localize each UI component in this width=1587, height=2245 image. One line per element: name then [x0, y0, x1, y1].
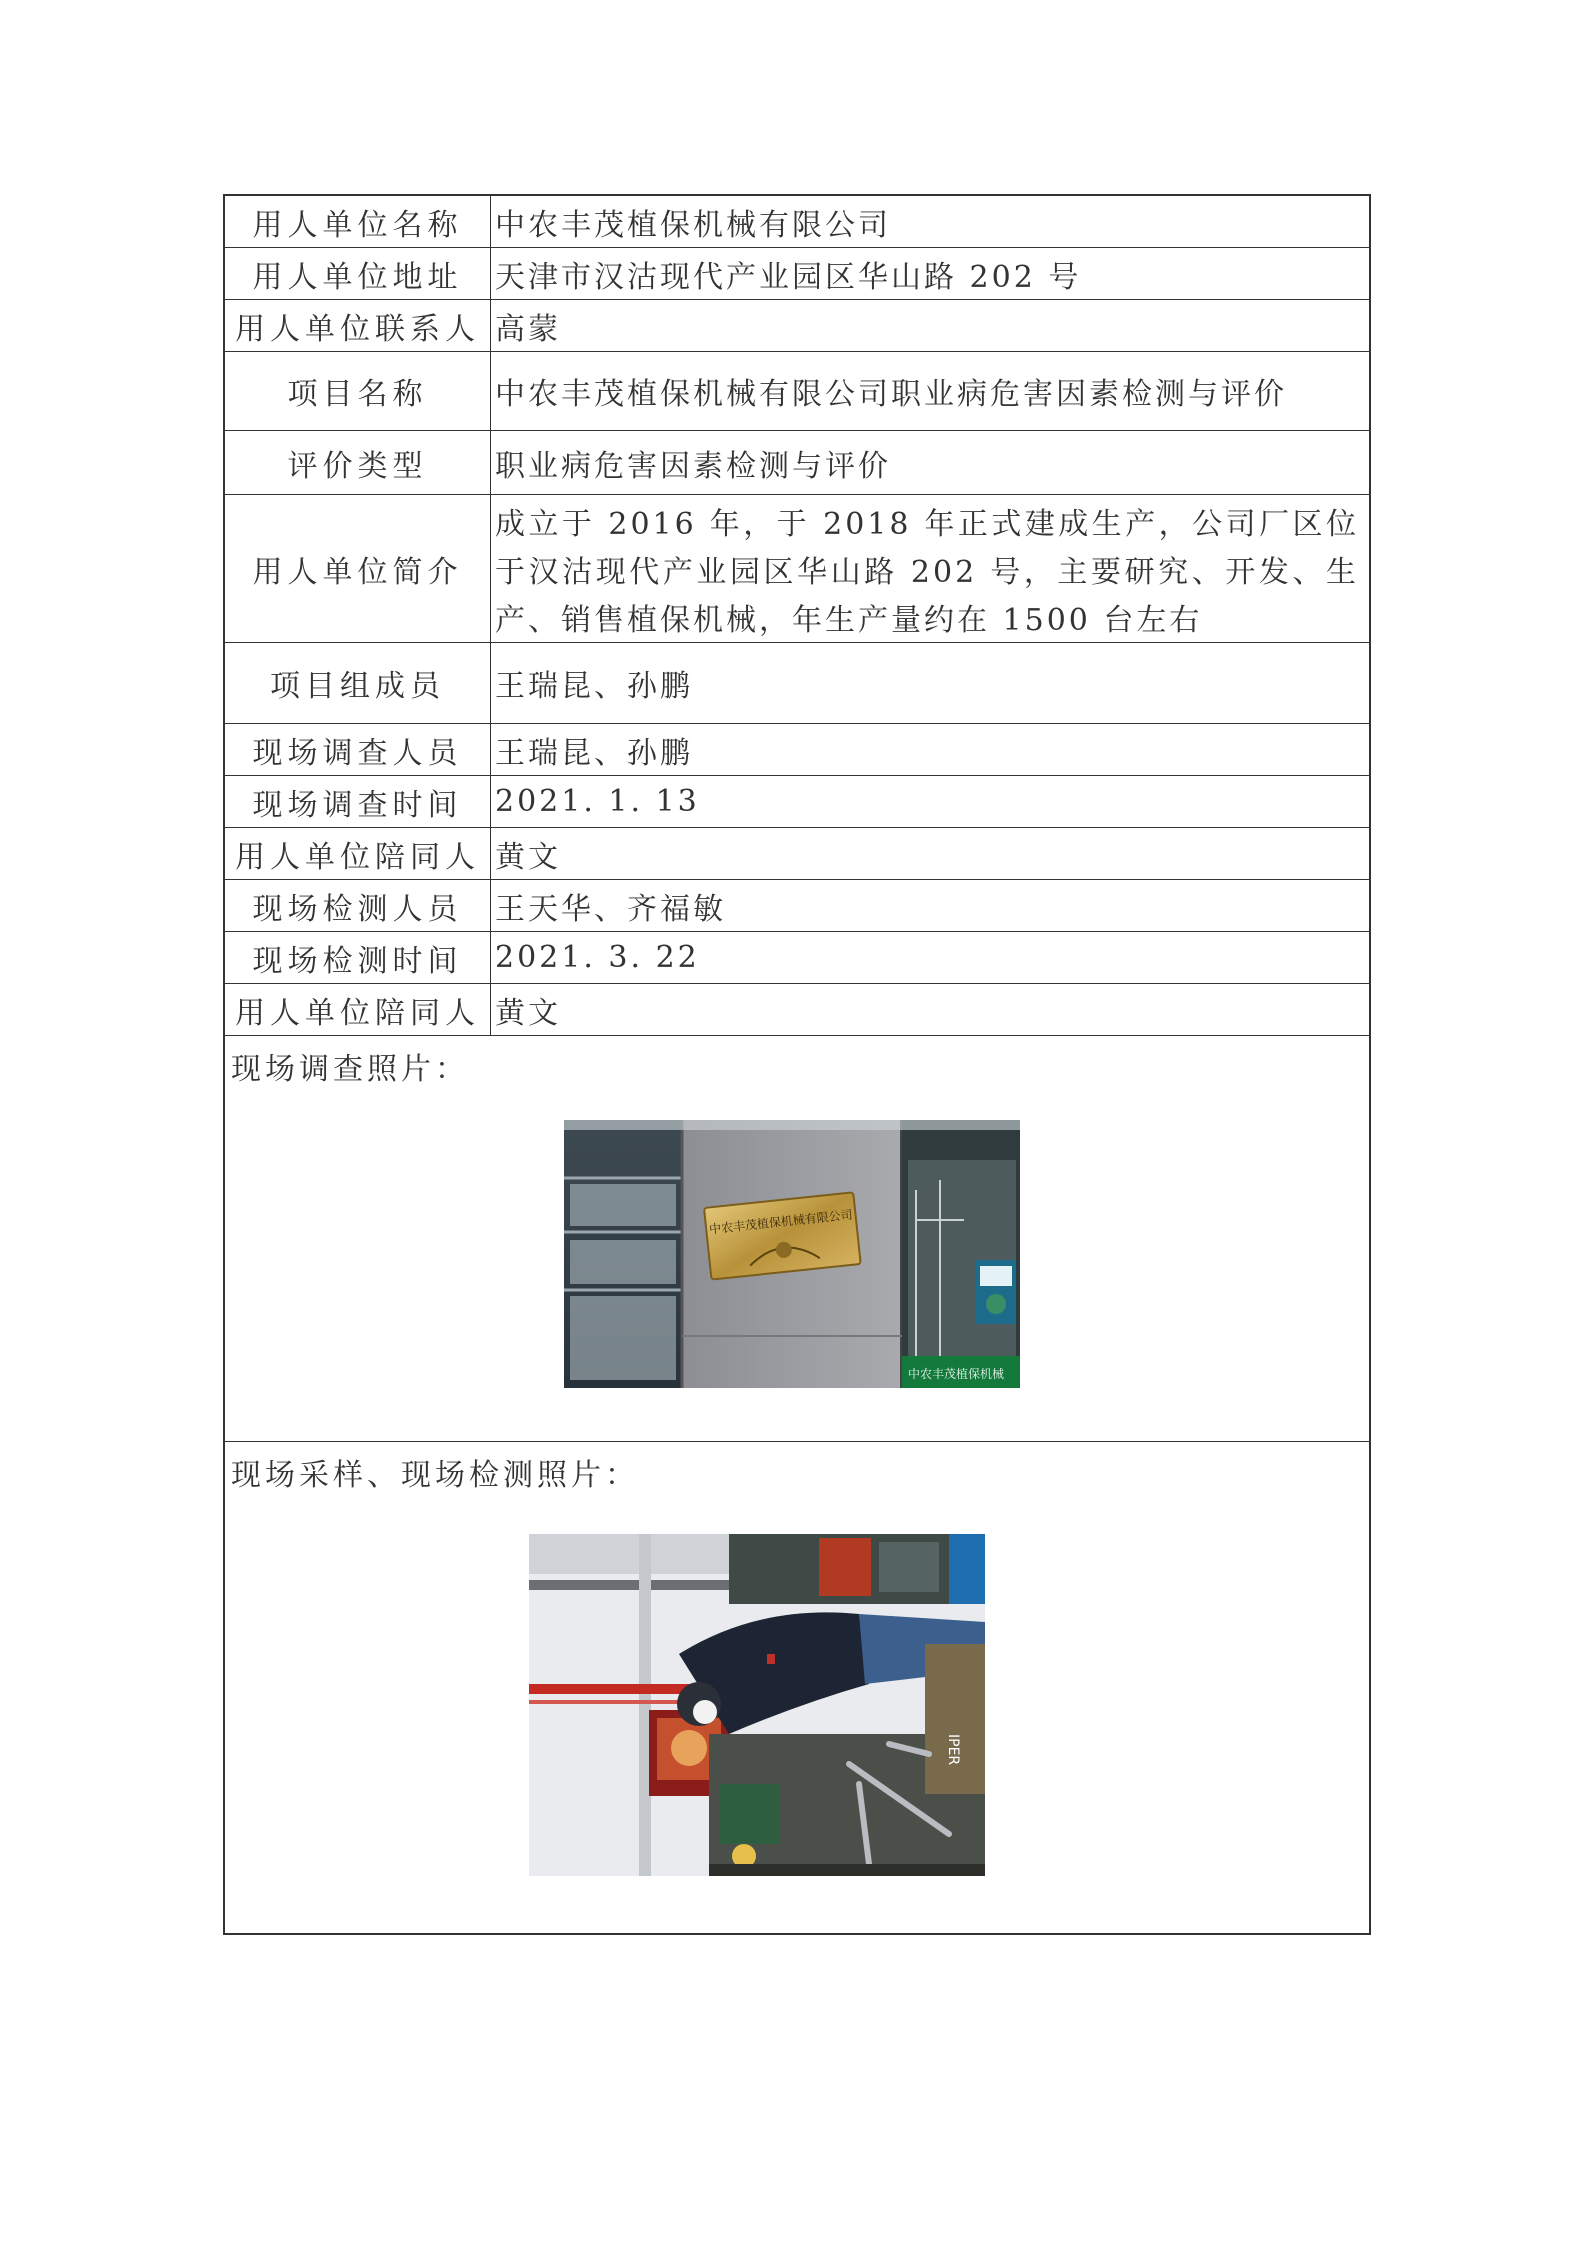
sampling-photo-image — [529, 1534, 985, 1876]
survey-photo-caption: 现场调查照片： — [231, 1052, 469, 1087]
label-project-members: 项目组成员 — [225, 643, 491, 723]
label-detection-escort: 用人单位陪同人 — [225, 984, 491, 1035]
value-unit-address: 天津市汉沽现代产业园区华山路 202 号 — [495, 259, 1082, 295]
label-project-name: 项目名称 — [225, 352, 491, 430]
row-survey-staff — [225, 724, 1369, 776]
value-survey-time: 2021. 1. 13 — [495, 784, 700, 819]
sampling-photo-caption: 现场采样、现场检测照片： — [231, 1458, 639, 1493]
row-survey-escort — [225, 828, 1369, 880]
row-unit-profile — [225, 495, 1369, 643]
value-detection-escort: 黄文 — [495, 995, 561, 1031]
sampling-photo-section — [225, 1442, 1369, 1933]
row-detection-staff — [225, 880, 1369, 932]
value-detection-staff: 王天华、齐福敏 — [495, 891, 726, 927]
row-detection-time — [225, 932, 1369, 984]
row-project-members — [225, 643, 1369, 724]
label-detection-time: 现场检测时间 — [225, 932, 491, 983]
value-survey-escort: 黄文 — [495, 839, 561, 875]
survey-photo-section — [225, 1036, 1369, 1442]
value-survey-staff: 王瑞昆、孙鹏 — [495, 735, 693, 771]
label-detection-staff: 现场检测人员 — [225, 880, 491, 931]
row-evaluation-type — [225, 431, 1369, 495]
row-detection-escort — [225, 984, 1369, 1036]
value-detection-time: 2021. 3. 22 — [495, 940, 700, 975]
row-unit-address — [225, 248, 1369, 300]
plaque-text: 中农丰茂植保机械有限公司 — [708, 1207, 854, 1237]
row-project-name — [225, 352, 1369, 431]
value-unit-contact: 高蒙 — [495, 311, 561, 347]
survey-photo — [564, 1120, 1020, 1388]
label-unit-name: 用人单位名称 — [225, 196, 491, 247]
svg-text:IPER: IPER — [945, 1734, 961, 1766]
label-unit-profile: 用人单位简介 — [225, 495, 491, 642]
value-unit-profile: 成立于 2016 年，于 2018 年正式建成生产，公司厂区位于汉沽现代产业园区华山路 202 号，主要研究、开发、生产、销售植保机械，年生产量约在 1500 台左右 — [495, 507, 1359, 638]
value-unit-name: 中农丰茂植保机械有限公司 — [495, 207, 891, 243]
sampling-photo — [529, 1534, 985, 1876]
storefront-strip-text: 中农丰茂植保机械 — [908, 1367, 1005, 1381]
value-project-members: 王瑞昆、孙鹏 — [495, 669, 693, 704]
value-evaluation-type: 职业病危害因素检测与评价 — [495, 448, 891, 484]
survey-photo-image — [564, 1120, 1020, 1388]
row-unit-name — [225, 196, 1369, 248]
value-project-name: 中农丰茂植保机械有限公司职业病危害因素检测与评价 — [495, 377, 1287, 412]
label-evaluation-type: 评价类型 — [225, 431, 491, 494]
label-survey-time: 现场调查时间 — [225, 776, 491, 827]
row-survey-time — [225, 776, 1369, 828]
label-survey-staff: 现场调查人员 — [225, 724, 491, 775]
label-unit-address: 用人单位地址 — [225, 248, 491, 299]
info-sheet — [223, 194, 1371, 1935]
label-survey-escort: 用人单位陪同人 — [225, 828, 491, 879]
label-unit-contact: 用人单位联系人 — [225, 300, 491, 351]
row-unit-contact — [225, 300, 1369, 352]
